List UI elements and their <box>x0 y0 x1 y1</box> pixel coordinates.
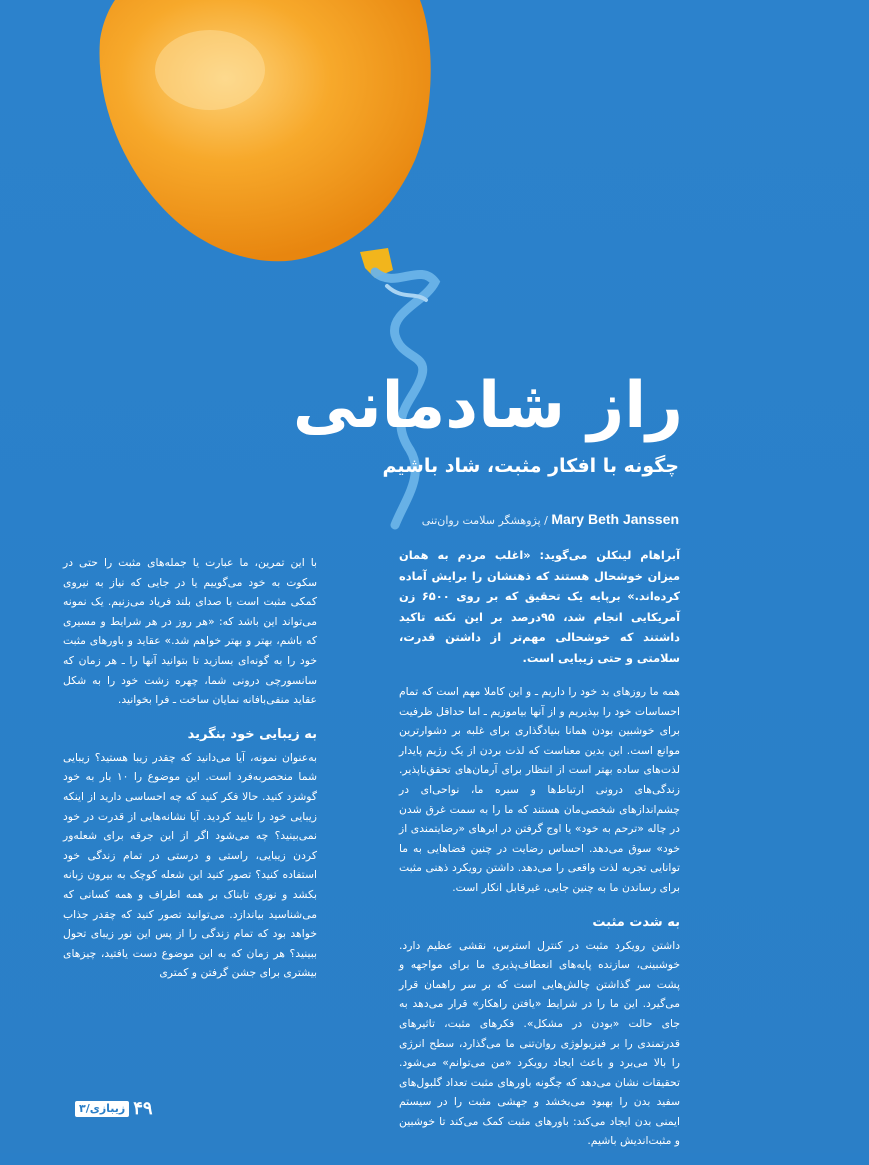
page-number: ۴۹ <box>133 1098 153 1118</box>
article-subtitle: چگونه با افکار مثبت، شاد باشیم <box>382 455 679 477</box>
body-paragraph: با این تمرین، ما عبارت یا جمله‌های مثبت را حتی در سکوت به خود می‌گوییم یا در جایی که نیاز به نیروی کمکی مثبت است با صدای بلند فریاد می‌زنیم. یک نمونه می‌تواند این باشد که: «هر روز در هر شرایط و مسیری که باشم، بهتر و بهتر خواهم شد.» عقاید و باورهای مثبت خود را به گونه‌ای بسازید تا بتوانید آنها را ـ هر زمان که سانسورچی درونی شما، چهره زشت خود را به شکل عقاید منفی‌بافانه نمایان ساخت ـ فرا بخوانید. <box>63 556 317 707</box>
author-role: / پژوهشگر سلامت روان‌تنی <box>421 514 548 527</box>
article-title: راز شادمانی <box>292 369 683 443</box>
section-heading: به شدت مثبت <box>592 914 680 930</box>
left-column <box>63 553 317 997</box>
page-footer <box>75 1098 153 1119</box>
balloon-highlight <box>155 30 265 110</box>
lead-paragraph: آبراهام لینکلن می‌گوید: «اغلب مردم به همان میزان خوشحال هستند که ذهنشان را برایش آماده کرده‌اند.» برپایه یک تحقیق که بر روی ۶۵۰۰ زن آمریکایی انجام شد، ۹۵درصد بر این نکته تاکید داشتند که خوشحالی مهم‌تر از داشتن قدرت، سلامتی و حتی زیبایی است. <box>399 548 681 665</box>
right-column <box>399 545 680 1165</box>
body-paragraph: به‌عنوان نمونه، آیا می‌دانید که چقدر زیبا هستید؟ زیبایی شما منحصربه‌فرد است. این موضوع را ۱۰ بار به خود گوشزد کنید. حالا فکر کنید که چه احساسی دارید از اینکه زیبایی خود را تایید کردید. آیا نشانه‌هایی از قدرت در خود نمی‌بینید؟ چه می‌شود اگر از این جرقه برای شعله‌ور کردن زیبایی، راستی و درستی در تمام زندگی خود استفاده کنید؟ تصور کنید این شعله کوچک به بیرون زبانه بکشد و نوری تابناک بر همه اطراف و همه کسانی که می‌شناسید بیاندازد. می‌توانید تصور کنید که چقدر جذاب خواهد بود که تمام زندگی را از پس این نور زیبای تحول ببینید؟ هر زمان که به این موضوع دست یافتید، چیزهای بیشتری برای جشن گرفتن و کمتری <box>63 750 317 980</box>
author-name: Mary Beth Janssen <box>551 511 679 527</box>
section-heading: به زیبایی خود بنگرید <box>187 726 317 742</box>
body-paragraph: داشتن رویکرد مثبت در کنترل استرس، نقشی عظیم دارد. خوشبینی، سازنده پایه‌های انعطاف‌پذیری ما برای مواجهه و پشت سر گذاشتن چالش‌هایی است که بر سر راهمان قرار می‌گیرد. این ما را در شرایط «یافتن راهکار» قرار می‌دهد به جای حالت «بودن در مشکل». فکرهای مثبت، تاثیرهای قدرتمندی را بر فیزیولوژی روان‌تنی ما می‌گذارد، سطح انرژی را بالا می‌برد و باعث ایجاد رویکرد «من می‌توانم» می‌شود. تحقیقات نشان می‌دهد که چگونه باورهای مثبت تعداد گلبول‌های سفید بدن را بهبود می‌بخشد و جهشی مثبت را در سیستم ایمنی بدن ایجاد می‌کند: باورهای مثبت کمک می‌کند تا خوشبین و مثبت‌اندیش باشیم. <box>399 938 680 1148</box>
magazine-name: زیبازی/۳ <box>75 1101 129 1117</box>
balloon-body <box>100 0 431 261</box>
body-paragraph: همه ما روزهای بد خود را داریم ـ و این کاملا مهم است که تمام احساسات خود را بپذیریم و از آنها بیاموزیم ـ اما حداقل ظرفیت برای خوشبین بودن همانا بنیادگذاری برای غلبه بر دشوارترین موانع است. این بدین معناست که لذت بردن از یک رژیم پایدار لذت‌های ساده بهتر است از انتظار برای آرمان‌های تحقق‌ناپذیر. زندگی‌های درونی ارتباط‌ها و سبره ما، نواحی‌ای در چشم‌اندازهای شخصی‌مان هستند که ما را به سمت غرق شدن در چاله «ترحم به خود» یا اوج گرفتن در ابرهای «رضایتمندی از خود» سوق می‌دهد. احساس رضایت در چنین فضاهایی به ما توانایی تجربه لذت واقعی را می‌دهد. داشتن رویکرد ذهنی مثبت برای رساندن ما به چنین جایی، غیرقابل انکار است. <box>399 685 680 894</box>
byline <box>239 508 679 532</box>
